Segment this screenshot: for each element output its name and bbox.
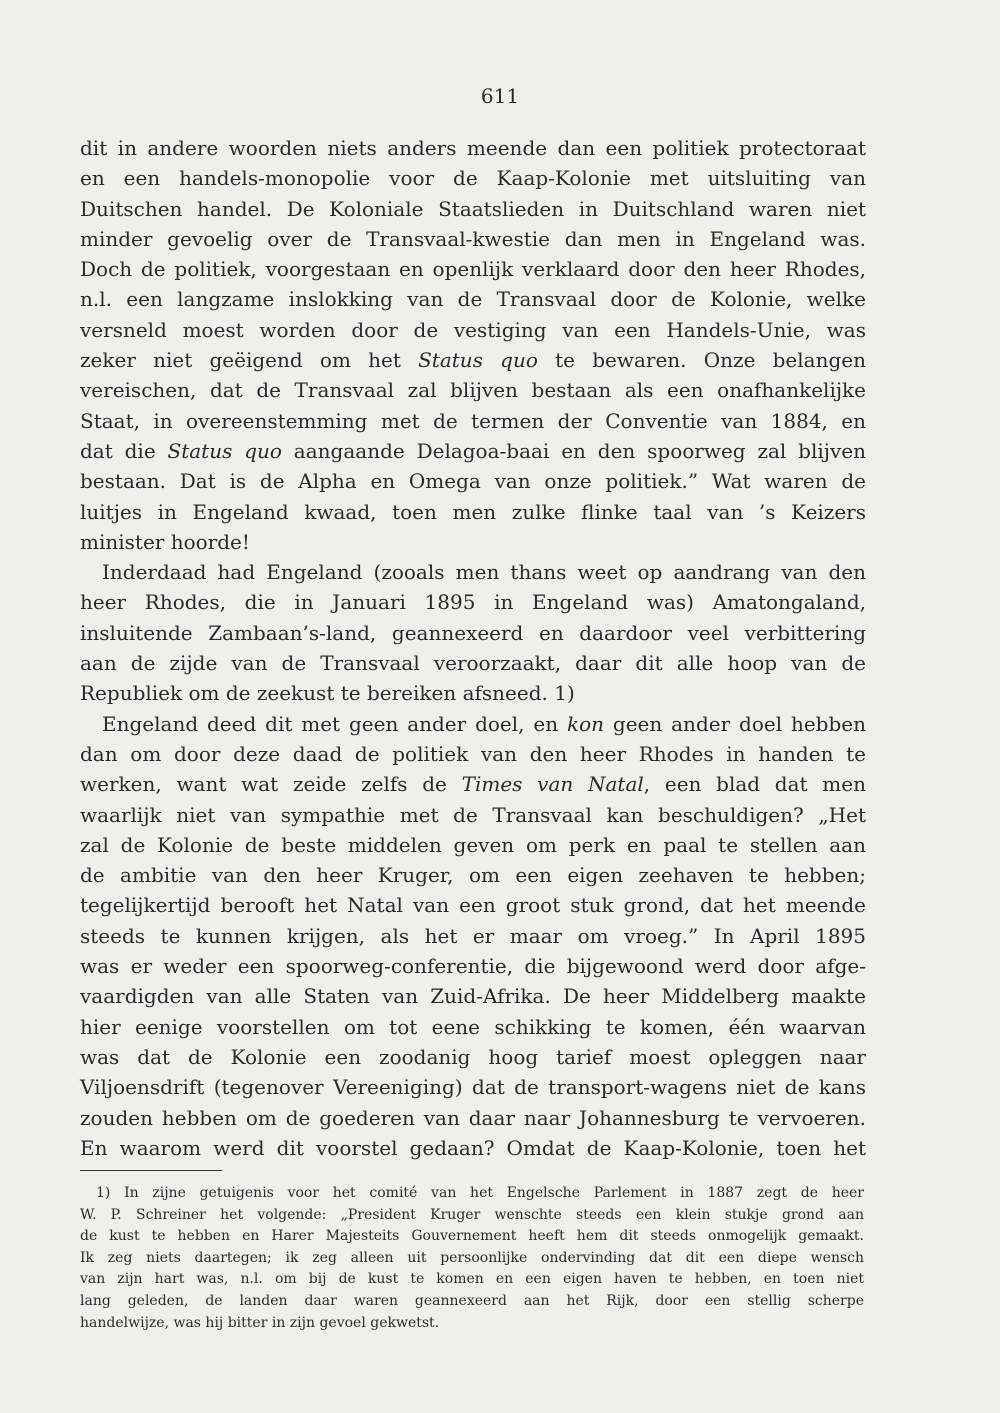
text-line <box>80 678 866 708</box>
text-line <box>80 648 866 678</box>
text-line <box>80 406 866 436</box>
text-segment: luitjes in Engeland kwaad, toen men zulke flinke taal van ’s Keizers <box>80 499 866 524</box>
text-segment: zouden hebben om de goederen van daar naar Johannesburg te vervoeren. <box>80 1105 866 1130</box>
text-segment: was er weder een spoorweg-conferentie, die bijgewoond werd door afge- <box>80 954 866 979</box>
text-segment: minder gevoelig over de Transvaal-kwestie dan men in Engeland was. <box>80 226 866 251</box>
text-segment: Inderdaad had Engeland (zooals men thans weet op aandrang van den <box>102 560 866 585</box>
italic-text: Status quo <box>418 348 538 373</box>
text-segment: Duitschen handel. De Koloniale Staatslieden in Duitschland waren niet <box>80 196 866 221</box>
text-line <box>80 284 866 314</box>
text-line <box>80 1042 866 1072</box>
text-line <box>80 860 866 890</box>
text-line <box>80 224 866 254</box>
text-line <box>80 800 866 830</box>
footnote-line: de kust te hebben en Harer Majesteits Gouvernement heeft hem dit steeds onmogelijk gemaakt. <box>80 1228 864 1245</box>
text-segment: vereischen, dat de Transvaal zal blijven bestaan als een onafhankelijke <box>80 378 866 403</box>
text-segment: Republiek om de zeekust te bereiken afsneed. 1) <box>80 681 575 706</box>
text-segment: te bewaren. Onze belangen <box>537 348 866 373</box>
text-segment: Staat, in overeenstemming met de termen der Conventie van 1884, en <box>80 408 866 433</box>
text-line <box>80 315 866 345</box>
text-segment: Viljoensdrift (tegenover Vereeniging) dat de transport-wagens niet de kans <box>80 1075 866 1100</box>
text-line <box>80 527 866 557</box>
italic-text: kon <box>566 711 605 736</box>
text-segment: heer Rhodes, die in Januari 1895 in Engeland was) Amatongaland, <box>80 590 866 615</box>
text-line <box>80 1012 866 1042</box>
text-line <box>80 951 866 981</box>
text-segment: waarlijk niet van sympathie met de Transvaal kan beschuldigen? „Het <box>80 802 866 827</box>
text-line <box>80 254 866 284</box>
text-line <box>80 375 866 405</box>
text-segment: vaardigden van alle Staten van Zuid-Afrika. De heer Middelberg maakte <box>80 984 866 1009</box>
text-segment: Doch de politiek, voorgestaan en openlijk verklaard door den heer Rhodes, <box>80 257 866 282</box>
text-line <box>80 1133 866 1163</box>
text-segment: bestaan. Dat is de Alpha en Omega van onze politiek.” Wat waren de <box>80 469 866 494</box>
text-line <box>80 557 866 587</box>
text-line <box>80 830 866 860</box>
text-line <box>80 1103 866 1133</box>
footnote-line: lang geleden, de landen daar waren geannexeerd aan het Rijk, door een stellig scherpe <box>80 1292 864 1309</box>
text-segment: hier eenige voorstellen om tot eene schikking te komen, één waarvan <box>80 1014 866 1039</box>
text-segment: versneld moest worden door de vestiging van een Handels-Unie, was <box>80 317 866 342</box>
text-line <box>80 466 866 496</box>
text-segment: dan om door deze daad de politiek van den heer Rhodes in handen te <box>80 741 866 766</box>
italic-text: Status quo <box>167 438 282 463</box>
text-segment: werken, want wat zeide zelfs de <box>80 772 462 797</box>
text-segment: dat die <box>80 438 168 463</box>
footnote-line: handelwijze, was hij bitter in zijn gevoel gekwetst. <box>80 1314 440 1331</box>
text-segment: insluitende Zambaan’s-land, geannexeerd en daardoor veel verbittering <box>80 620 866 645</box>
text-line <box>80 133 866 163</box>
text-segment: dit in andere woorden niets anders meende dan een politiek protectoraat <box>80 136 866 160</box>
text-line <box>80 436 866 466</box>
text-line <box>80 345 866 375</box>
footnote-divider <box>80 1170 222 1171</box>
text-segment: , een blad dat men <box>643 772 866 797</box>
text-segment: n.l. een langzame inslokking van de Transvaal door de Kolonie, welke <box>80 287 866 312</box>
text-segment: aan de zijde van de Transvaal veroorzaakt, daar dit alle hoop van de <box>80 651 866 676</box>
footnote-line: van zijn hart was, n.l. om bij de kust te komen en een eigen haven te hebben, en toen niet <box>80 1271 864 1288</box>
text-line <box>80 890 866 920</box>
text-line <box>80 739 866 769</box>
text-line <box>80 587 866 617</box>
text-segment: en een handels-monopolie voor de Kaap-Kolonie met uitsluiting van <box>80 166 866 191</box>
footnote <box>80 1183 864 1334</box>
text-segment: zeker niet geëigend om het <box>80 348 419 373</box>
text-segment: aangaande Delagoa-baai en den spoorweg zal blijven <box>281 438 866 463</box>
text-segment: Engeland deed dit met geen ander doel, en <box>102 711 567 736</box>
page-number: 611 <box>480 84 520 108</box>
text-segment: tegelijkertijd berooft het Natal van een groot stuk grond, dat het meende <box>80 893 866 918</box>
footnote-line: 1) In zijne getuigenis voor het comité van het Engelsche Parlement in 1887 zegt de heer <box>96 1185 864 1201</box>
text-line <box>80 769 866 799</box>
text-line <box>80 709 866 739</box>
footnote-line: Ik zeg niets daartegen; ik zeg alleen uit persoonlijke ondervinding dat dit een diepe wensch <box>80 1249 864 1266</box>
text-segment: geen ander doel hebben <box>604 711 867 736</box>
text-segment: zal de Kolonie de beste middelen geven om perk en paal te stellen aan <box>80 832 866 857</box>
text-segment: En waarom werd dit voorstel gedaan? Omdat de Kaap-Kolonie, toen het <box>80 1135 866 1160</box>
text-line <box>80 194 866 224</box>
text-segment: minister hoorde! <box>80 529 250 554</box>
text-segment: steeds te kunnen krijgen, als het er maar om vroeg.” In April 1895 <box>80 923 866 948</box>
text-line <box>80 618 866 648</box>
text-line <box>80 981 866 1011</box>
footnote-line: W. P. Schreiner het volgende: „President Kruger wenschte steeds een klein stukje grond aan <box>80 1206 864 1223</box>
text-line <box>80 497 866 527</box>
italic-text: Times van Natal <box>461 772 644 797</box>
text-line <box>80 1072 866 1102</box>
text-line <box>80 921 866 951</box>
text-segment: de ambitie van den heer Kruger, om een eigen zeehaven te hebben; <box>80 863 866 888</box>
body-text <box>80 133 866 1163</box>
text-line <box>80 163 866 193</box>
text-segment: was dat de Kolonie een zoodanig hoog tarief moest opleggen naar <box>80 1044 866 1069</box>
